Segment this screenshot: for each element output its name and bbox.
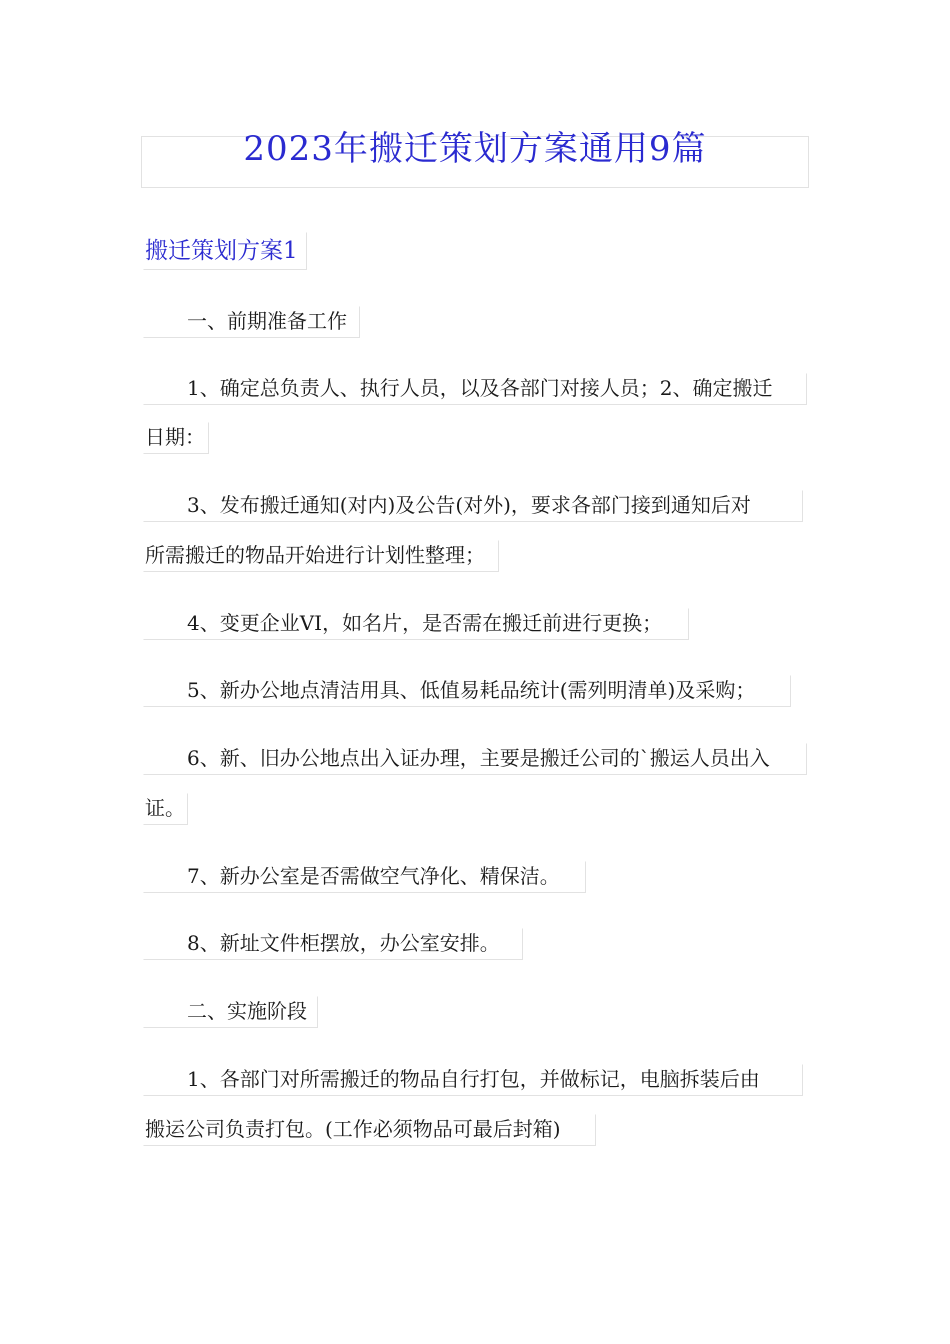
paragraph-line: 1、各部门对所需搬迁的物品自行打包，并做标记，电脑拆装后由 (187, 1067, 760, 1091)
paragraph-line: 7、新办公室是否需做空气净化、精保洁。 (187, 864, 560, 888)
paragraph-line: 4、变更企业VI，如名片，是否需在搬迁前进行更换； (187, 611, 663, 635)
paragraph-line: 1、确定总负责人、执行人员，以及各部门对接人员；2、确定搬迁 (187, 376, 773, 400)
paragraph-line: 6、新、旧办公地点出入证办理，主要是搬迁公司的`搬运人员出入 (187, 746, 770, 770)
paragraph-line: 8、新址文件柜摆放，办公室安排。 (187, 931, 500, 955)
paragraph-line: 5、新办公地点清洁用具、低值易耗品统计(需列明清单)及采购； (187, 678, 756, 702)
heading-preparation: 一、前期准备工作 (187, 309, 347, 333)
paragraph-line: 日期： (145, 425, 205, 449)
paragraph-line: 搬运公司负责打包。(工作必须物品可最后封箱) (145, 1117, 561, 1141)
paragraph-line: 所需搬迁的物品开始进行计划性整理； (145, 543, 485, 567)
paragraph-line: 证。 (145, 796, 185, 820)
heading-implementation: 二、实施阶段 (187, 999, 307, 1023)
paragraph-line: 3、发布搬迁通知(对内)及公告(对外)，要求各部门接到通知后对 (187, 493, 751, 517)
document-title: 2023年搬迁策划方案通用9篇 (243, 129, 707, 169)
section-title: 搬迁策划方案1 (145, 238, 298, 264)
